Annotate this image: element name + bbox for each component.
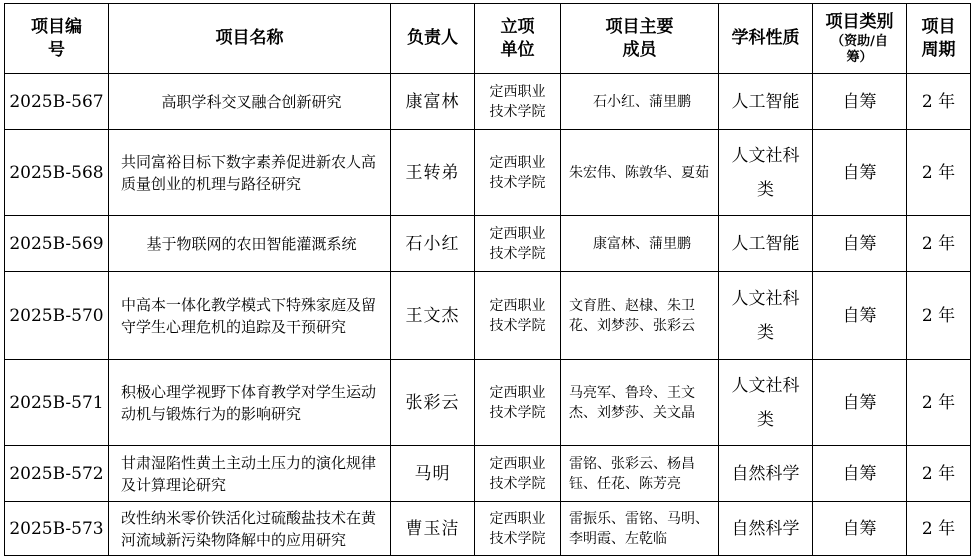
table-row (5, 272, 971, 360)
table-row (5, 360, 971, 446)
header-members: 项目主要成员 (561, 4, 719, 74)
project-type: 自筹 (813, 74, 907, 130)
table-row (5, 130, 971, 216)
project-code: 2025B-569 (5, 216, 109, 272)
project-code: 2025B-570 (5, 272, 109, 360)
project-name: 基于物联网的农田智能灌溉系统 (109, 216, 391, 272)
unit-text: 定西职业技术学院 (489, 225, 546, 262)
project-nature: 人文社科类 (719, 272, 813, 360)
unit-text: 定西职业技术学院 (489, 154, 546, 191)
project-unit (475, 130, 561, 216)
project-leader: 康富林 (391, 74, 475, 130)
project-name: 积极心理学视野下体育教学对学生运动动机与锻炼行为的影响研究 (109, 360, 391, 446)
unit-text: 定西职业技术学院 (489, 297, 546, 334)
project-members: 文育胜、赵棣、朱卫花、刘梦莎、张彩云 (561, 272, 719, 360)
header-code: 项目编号 (5, 4, 109, 74)
project-type: 自筹 (813, 272, 907, 360)
project-members: 康富林、蒲里鹏 (561, 216, 719, 272)
project-leader: 马明 (391, 446, 475, 502)
project-members: 雷铭、张彩云、杨昌钰、任花、陈芳亮 (561, 446, 719, 502)
project-code: 2025B-572 (5, 446, 109, 502)
project-period: 2 年 (907, 74, 971, 130)
project-type: 自筹 (813, 446, 907, 502)
project-code: 2025B-568 (5, 130, 109, 216)
project-period: 2 年 (907, 360, 971, 446)
project-unit (475, 446, 561, 502)
project-type: 自筹 (813, 502, 907, 556)
table-row (5, 446, 971, 502)
header-leader: 负责人 (391, 4, 475, 74)
project-type: 自筹 (813, 130, 907, 216)
project-unit (475, 360, 561, 446)
project-period: 2 年 (907, 272, 971, 360)
project-unit (475, 272, 561, 360)
header-type (813, 4, 907, 74)
table-row (5, 74, 971, 130)
project-nature: 人文社科类 (719, 130, 813, 216)
header-row (5, 4, 971, 74)
project-type: 自筹 (813, 360, 907, 446)
project-nature: 人工智能 (719, 74, 813, 130)
project-nature: 人工智能 (719, 216, 813, 272)
project-nature: 自然科学 (719, 446, 813, 502)
project-members: 朱宏伟、陈敦华、夏茹 (561, 130, 719, 216)
unit-text: 定西职业技术学院 (489, 455, 546, 492)
unit-text: 定西职业技术学院 (489, 384, 546, 421)
project-name: 高职学科交叉融合创新研究 (109, 74, 391, 130)
header-type-label: 项目类别 (825, 12, 894, 32)
project-members: 雷振乐、雷铭、马明、李明霞、左乾临 (561, 502, 719, 556)
project-members: 石小红、蒲里鹏 (561, 74, 719, 130)
project-leader: 王文杰 (391, 272, 475, 360)
table-row (5, 502, 971, 556)
header-nature: 学科性质 (719, 4, 813, 74)
project-members: 马亮军、鲁玲、王文杰、刘梦莎、关文晶 (561, 360, 719, 446)
project-leader: 石小红 (391, 216, 475, 272)
project-unit (475, 74, 561, 130)
header-type-note: （资助/自筹） (831, 34, 888, 65)
project-type: 自筹 (813, 216, 907, 272)
project-unit (475, 502, 561, 556)
project-code: 2025B-567 (5, 74, 109, 130)
project-name: 甘肃湿陷性黄土主动土压力的演化规律及计算理论研究 (109, 446, 391, 502)
project-nature: 自然科学 (719, 502, 813, 556)
project-code: 2025B-573 (5, 502, 109, 556)
project-unit (475, 216, 561, 272)
header-name: 项目名称 (109, 4, 391, 74)
project-leader: 张彩云 (391, 360, 475, 446)
table-row (5, 216, 971, 272)
project-period: 2 年 (907, 502, 971, 556)
project-nature: 人文社科类 (719, 360, 813, 446)
project-table (4, 3, 971, 556)
header-unit: 立项单位 (475, 4, 561, 74)
project-code: 2025B-571 (5, 360, 109, 446)
project-period: 2 年 (907, 216, 971, 272)
unit-text: 定西职业技术学院 (489, 510, 546, 547)
project-name: 中高本一体化教学模式下特殊家庭及留守学生心理危机的追踪及干预研究 (109, 272, 391, 360)
unit-text: 定西职业技术学院 (489, 83, 546, 120)
project-period: 2 年 (907, 130, 971, 216)
project-name: 共同富裕目标下数字素养促进新农人高质量创业的机理与路径研究 (109, 130, 391, 216)
project-name: 改性纳米零价铁活化过硫酸盐技术在黄河流域新污染物降解中的应用研究 (109, 502, 391, 556)
project-period: 2 年 (907, 446, 971, 502)
project-leader: 王转弟 (391, 130, 475, 216)
project-leader: 曹玉洁 (391, 502, 475, 556)
header-period: 项目周期 (907, 4, 971, 74)
